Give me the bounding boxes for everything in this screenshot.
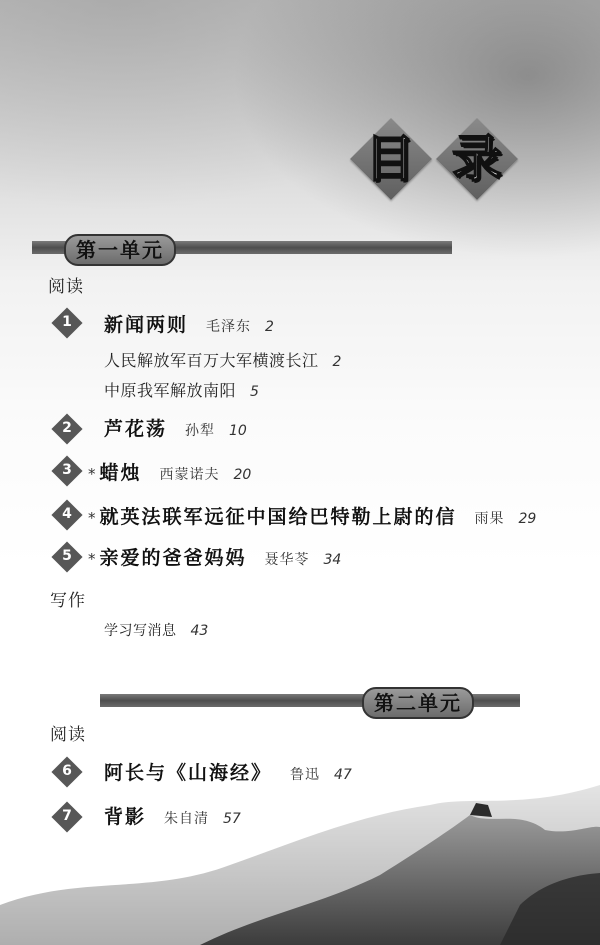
lesson-title: 背影: [104, 806, 147, 828]
lesson-1-subitem-1[interactable]: [104, 348, 341, 371]
unit1-reading-heading: 阅读: [48, 277, 84, 297]
lesson-5-entry[interactable]: [88, 543, 341, 570]
lesson-author: 雨果: [474, 511, 505, 527]
lesson-author: 朱自清: [164, 811, 210, 827]
lesson-author: 鲁迅: [290, 767, 321, 783]
lesson-title: 新闻两则: [104, 314, 189, 336]
optional-star-marker: *: [88, 550, 96, 568]
lesson-title: 芦花荡: [104, 418, 168, 440]
lesson-2-entry[interactable]: [104, 414, 247, 441]
unit1-writing-heading: 写作: [50, 591, 86, 611]
subitem-page: 5: [250, 384, 259, 400]
optional-star-marker: *: [88, 465, 96, 483]
subitem-page: 2: [332, 354, 342, 370]
lesson-author: 孙犁: [185, 423, 216, 439]
subitem-title: 人民解放军百万大军横渡长江: [104, 351, 319, 370]
lesson-number-badge: 4: [56, 504, 78, 526]
lesson-number-badge: 7: [56, 806, 78, 828]
title-char-2: 录: [452, 130, 502, 188]
title-char-1: 目: [365, 130, 415, 188]
lesson-3-entry[interactable]: [88, 458, 251, 485]
toc-title: [350, 118, 530, 198]
lesson-6-entry[interactable]: [104, 758, 352, 785]
lesson-number-badge: 1: [56, 312, 78, 334]
lesson-number-badge: 5: [56, 546, 78, 568]
lesson-page: 2: [265, 319, 274, 335]
lesson-author: 西蒙诺夫: [159, 467, 220, 483]
lesson-page: 29: [518, 511, 537, 527]
optional-star-marker: *: [88, 509, 96, 527]
lesson-number-badge: 2: [56, 418, 78, 440]
lesson-page: 57: [223, 811, 241, 827]
lesson-title: 阿长与《山海经》: [104, 762, 273, 784]
lesson-page: 20: [233, 467, 252, 483]
lesson-title: 就英法联军远征中国给巴特勒上尉的信: [99, 506, 457, 528]
lesson-number-badge: 6: [56, 761, 78, 783]
lesson-title: 蜡烛: [99, 462, 142, 484]
lesson-page: 47: [334, 767, 352, 783]
subitem-title: 中原我军解放南阳: [104, 381, 237, 400]
lesson-1-subitem-2[interactable]: [104, 378, 259, 401]
lesson-1-entry[interactable]: [104, 310, 274, 337]
writing-title: 学习写消息: [104, 623, 177, 639]
unit2-reading-heading: 阅读: [50, 725, 86, 745]
unit2-banner-label: 第二单元: [362, 687, 474, 719]
lesson-author: 毛泽东: [206, 319, 252, 335]
lesson-page: 34: [323, 552, 342, 568]
unit1-banner-label: 第一单元: [64, 234, 176, 266]
lesson-number-badge: 3: [56, 460, 78, 482]
lesson-author: 聂华苓: [264, 552, 310, 568]
writing-page: 43: [190, 623, 209, 639]
lesson-page: 10: [229, 423, 247, 439]
lesson-4-entry[interactable]: [88, 502, 536, 529]
writing-entry[interactable]: [104, 620, 208, 640]
lesson-7-entry[interactable]: [104, 802, 241, 829]
lesson-title: 亲爱的爸爸妈妈: [99, 547, 247, 569]
